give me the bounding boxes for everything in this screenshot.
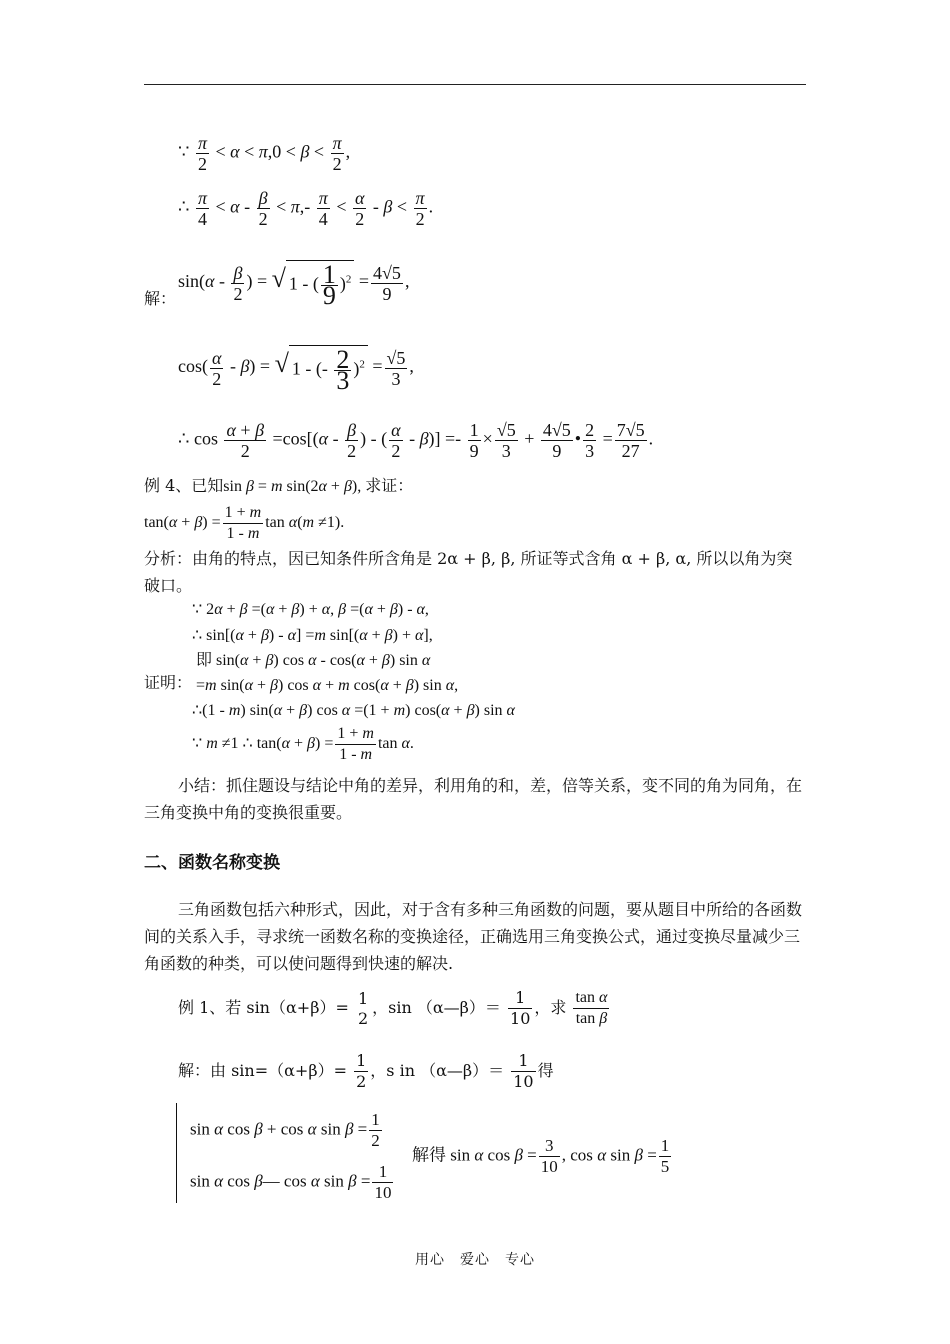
- section-2-intro: 三角函数包括六种形式，因此，对于含有多种三角函数的问题，要从题目中所给的各函数间的关系入手，寻求统一函数名称的变换途径，正确选用三角变换公式，通过变换尽量减少三角函数的种类，可以使问题得到快速的解决.: [144, 900, 803, 973]
- formula-line-2: ∴ $\frac{\pi}{4}$ < α - $\frac{\beta}{2}$ < π,- $\frac{\pi}{4}$ < $\frac{\alpha}{2}$ - β < $\frac{\pi}{2}$ .: [178, 188, 434, 229]
- system-equation-2: sin α cos β— cos α sin β = $\frac{1}{10}$: [190, 1162, 392, 1202]
- page-footer: 用心 爱心 专心: [415, 1252, 535, 1268]
- header-rule: [144, 84, 806, 85]
- proof-label: 证明：: [144, 673, 193, 692]
- system-brace: [176, 1103, 187, 1203]
- formula-line-5: ∴ cos $\frac{\alpha + \beta}{2}$ =cos[(α - $\frac{\beta}{2}$ ) - ( $\frac{\alpha}{2}$ - β)] =- $\frac{1}{9}$ × $\frac{√5}{3}$ + $\frac{4√5}{9}$ • $\frac{2}{3}$ = $\frac{7√5}{27}$ .: [178, 420, 654, 461]
- formula-line-4: cos( $\frac{\alpha}{2}$ - β) = √ 1 - (- $\frac{2}{3}$ )$^2$ = $\frac{√5}{3}$ ,: [178, 345, 414, 395]
- example-4-statement: 例 4、已知sin β = m sin(2α + β), 求证：: [144, 476, 414, 495]
- formula-line-1: ∵ $\frac{\pi}{2}$ < α < π,0 < β < $\frac{\pi}{2}$ ,: [178, 133, 351, 174]
- solution-label: 解：: [144, 289, 177, 308]
- summary-paragraph: 小结：抓住题设与结论中角的差异，利用角的和，差，倍等关系，变不同的角为同角，在三角变换中角的变换很重要。: [144, 776, 803, 822]
- example-1-solution-line: 解：由 sin=（α+β）= $\frac{1}{2}$ ，s in （α—β）＝ $\frac{1}{10}$ 得: [178, 1051, 554, 1091]
- proof-line-1: ∵ 2α + β =(α + β) + α, β =(α + β) - α,: [192, 601, 429, 618]
- proof-line-3: 即 sin(α + β) cos α - cos(α + β) sin α: [196, 652, 431, 669]
- system-equation-1: sin α cos β + cos α sin β = $\frac{1}{2}$: [190, 1110, 380, 1150]
- proof-line-2: ∴ sin[(α + β) - α] =m sin[(α + β) + α],: [192, 627, 433, 644]
- formula-line-3: sin(α - $\frac{\beta}{2}$ ) = √ 1 - ( $\frac{1}{9}$ )$^2$ = $\frac{4√5}{9}$ ,: [178, 260, 410, 310]
- analysis-paragraph: 分析：由角的特点，因已知条件所含角是 2α + β, β, 所证等式含角 α + β, α, 所以以角为突破口。: [144, 549, 793, 595]
- proof-line-6: ∵ m ≠1 ∴ tan(α + β) = $\frac{1 + m}{1 - m}$ tan α.: [192, 725, 414, 763]
- system-result: 解得 sin α cos β = $\frac{3}{10}$ , cos α sin β = $\frac{1}{5}$: [412, 1136, 670, 1176]
- proof-line-5: ∴(1 - m) sin(α + β) cos α =(1 + m) cos(α + β) sin α: [192, 702, 515, 719]
- example-4-goal: tan(α + β) = $\frac{1 + m}{1 - m}$ tan α(m ≠1).: [144, 504, 345, 542]
- example-1-statement: 例 1、若 sin（α+β）= 1 2 ，sin （α—β）＝ $\frac{1}{10}$ ，求 $\frac{\text{tan α}}{\text{tan β}}$: [178, 988, 608, 1028]
- proof-line-4: =m sin(α + β) cos α + m cos(α + β) sin α,: [196, 677, 459, 694]
- section-2-heading: 二、函数名称变换: [144, 853, 280, 873]
